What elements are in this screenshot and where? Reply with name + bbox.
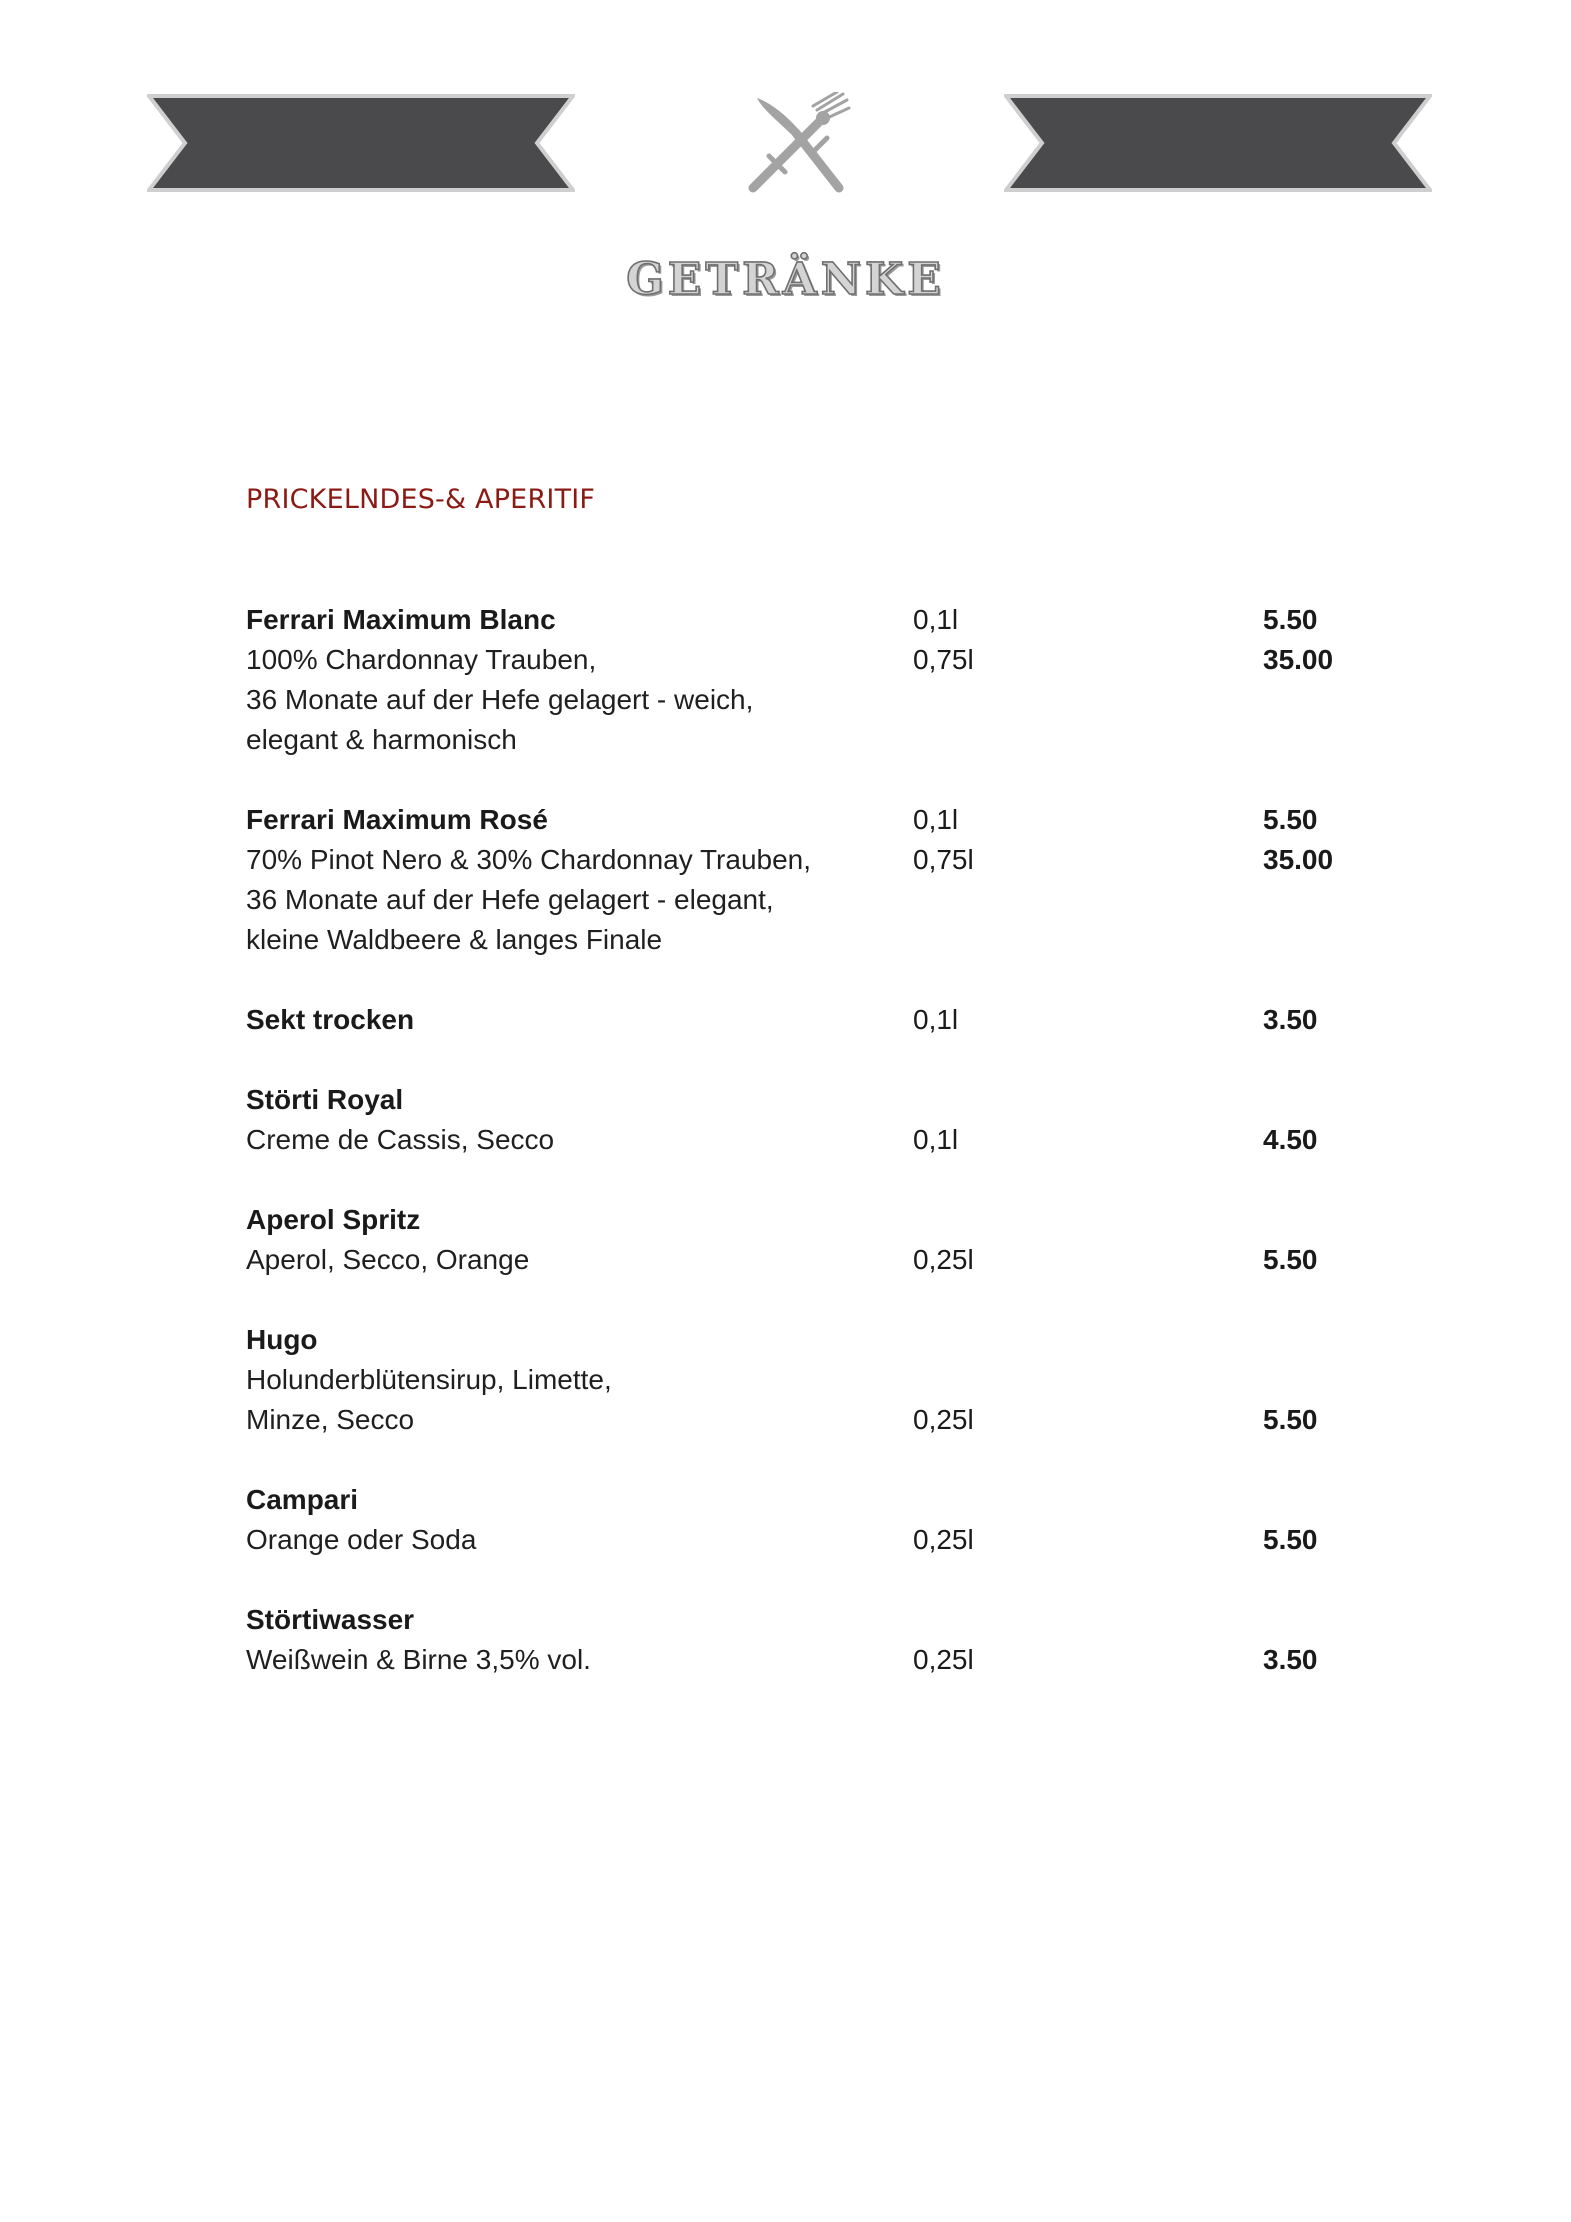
menu-item-name-row <box>246 1200 1396 1240</box>
item-description: kleine Waldbeere & langes Finale <box>246 924 663 955</box>
item-price: 5.50 <box>1263 1244 1318 1275</box>
item-size: 0,25l <box>913 1404 974 1435</box>
item-name: Störti Royal <box>246 1084 404 1115</box>
item-description: 36 Monate auf der Hefe gelagert - elegant, <box>246 884 774 915</box>
item-name: Campari <box>246 1484 359 1515</box>
item-name: Sekt trocken <box>246 1004 415 1035</box>
item-description: elegant & harmonisch <box>246 724 517 755</box>
menu-item <box>246 1080 1396 1160</box>
menu-item-description-row <box>246 840 1396 880</box>
item-description: 100% Chardonnay Trauben, <box>246 644 597 675</box>
item-price: 4.50 <box>1263 1124 1318 1155</box>
item-description: Minze, Secco <box>246 1404 415 1435</box>
item-name: Ferrari Maximum Blanc <box>246 604 556 635</box>
section-title: PRICKELNDES-& APERITIF <box>246 484 596 515</box>
menu-item-description-row <box>246 1360 1396 1400</box>
item-size: 0,25l <box>913 1524 974 1555</box>
menu-item-description-row <box>246 880 1396 920</box>
menu-item <box>246 600 1396 760</box>
menu-item <box>246 800 1396 960</box>
item-description: Holunderblütensirup, Limette, <box>246 1364 612 1395</box>
menu-item-description-row <box>246 1240 1396 1280</box>
crossed-fork-knife-icon <box>739 92 851 196</box>
item-size: 0,1l <box>913 604 959 635</box>
item-description: Weißwein & Birne 3,5% vol. <box>246 1644 591 1675</box>
item-name: Ferrari Maximum Rosé <box>246 804 548 835</box>
menu-item <box>246 1480 1396 1560</box>
menu-item-name-row <box>246 1080 1396 1120</box>
banner-right-shape <box>1006 96 1430 190</box>
item-price: 3.50 <box>1263 1644 1318 1675</box>
menu-item <box>246 1000 1396 1040</box>
item-price: 5.50 <box>1263 1404 1318 1435</box>
item-price: 35.00 <box>1263 644 1334 675</box>
item-description: 70% Pinot Nero & 30% Chardonnay Trauben, <box>246 844 812 875</box>
menu-item-name-row <box>246 1000 1396 1040</box>
menu-item-name-row <box>246 1320 1396 1360</box>
menu-item-description-row <box>246 1520 1396 1560</box>
item-size: 0,1l <box>913 1004 959 1035</box>
banner-left-shape <box>149 96 573 190</box>
menu-item-description-row <box>246 680 1396 720</box>
menu-item <box>246 1200 1396 1280</box>
menu-item-description-row <box>246 720 1396 760</box>
item-price: 3.50 <box>1263 1004 1318 1035</box>
banner-left-ribbon <box>147 94 575 192</box>
item-name: Hugo <box>246 1324 318 1355</box>
menu-item-description-row <box>246 920 1396 960</box>
item-description: 36 Monate auf der Hefe gelagert - weich, <box>246 684 754 715</box>
item-size: 0,75l <box>913 844 974 875</box>
item-description: Orange oder Soda <box>246 1524 477 1555</box>
item-description: Aperol, Secco, Orange <box>246 1244 530 1275</box>
item-size: 0,25l <box>913 1644 974 1675</box>
menu-item-name-row <box>246 1480 1396 1520</box>
menu-item-name-row <box>246 600 1396 640</box>
menu-item <box>246 1320 1396 1440</box>
item-price: 5.50 <box>1263 604 1318 635</box>
item-size: 0,1l <box>913 1124 959 1155</box>
item-size: 0,1l <box>913 804 959 835</box>
banner-right-ribbon <box>1004 94 1432 192</box>
item-size: 0,75l <box>913 644 974 675</box>
item-price: 35.00 <box>1263 844 1334 875</box>
item-description: Creme de Cassis, Secco <box>246 1124 555 1155</box>
menu-item-description-row <box>246 640 1396 680</box>
menu-item-description-row <box>246 1400 1396 1440</box>
menu-list <box>246 600 1396 1720</box>
menu-item <box>246 1600 1396 1680</box>
menu-item-name-row <box>246 800 1396 840</box>
item-name: Aperol Spritz <box>246 1204 421 1235</box>
item-name: Störtiwasser <box>246 1604 415 1635</box>
item-price: 5.50 <box>1263 1524 1318 1555</box>
item-price: 5.50 <box>1263 804 1318 835</box>
menu-item-name-row <box>246 1600 1396 1640</box>
menu-item-description-row <box>246 1640 1396 1680</box>
item-size: 0,25l <box>913 1244 974 1275</box>
menu-item-description-row <box>246 1120 1396 1160</box>
page-title: GETRÄNKE <box>626 254 945 305</box>
